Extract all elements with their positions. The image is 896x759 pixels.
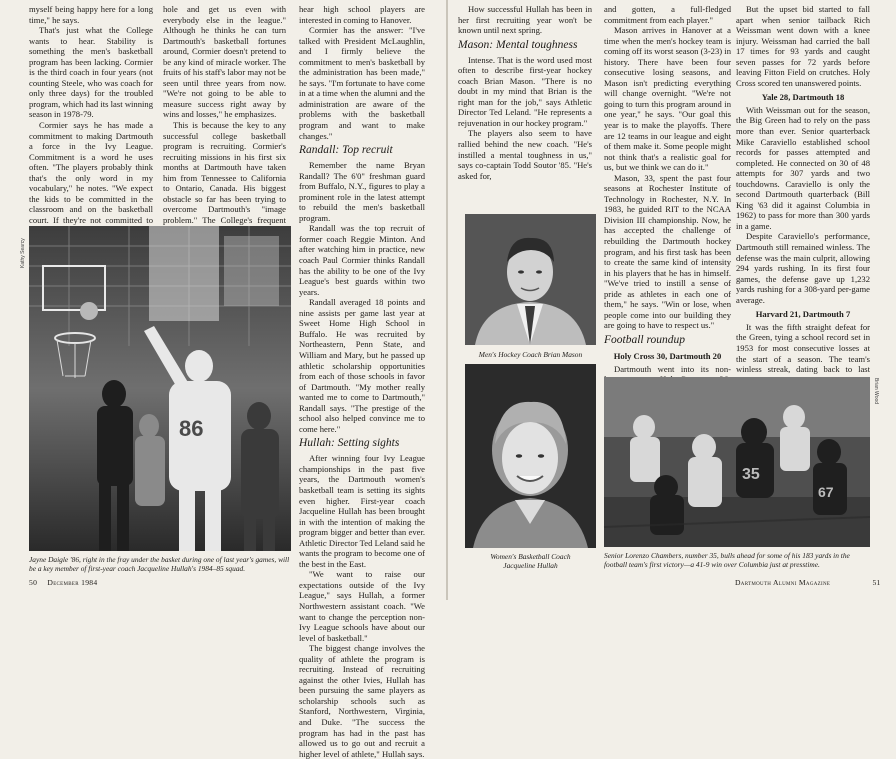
heading-football: Football roundup <box>604 333 686 346</box>
heading-mason: Mason: Mental toughness <box>458 38 578 51</box>
right-page-number: 51 <box>872 578 881 587</box>
football-photo-credit: Brian Wood <box>873 378 879 405</box>
left-col3: hear high school players are interested in coming to Hanover. Cormier has the answer: "I've talked with President McLaughlin, and I firmly believe the commitment to men's basketball by the administration has been made," he says. "I'm fortunate to have come in at a time when the alumni and the administration are aware of the problems with the basketball program and want to make changes." Randall: Top recruit Remember the name Bryan Randall? The 6'0" freshman guard from Buffalo, N.Y., figures to play a prominent role in the latest attempt to rebuild the men's basketball program. Randall was the top recruit of former coach Reggie Minton. And after watching him in practice, new coach Paul Cormier thinks Randall has the ability to be one of the Ivy League's best guards within two years. Randall averaged 18 points and nine assists per game last year at Sweet Home High School in Buffalo. He was recruited by Northeastern, Penn State, and William and Mary, but he passed up athletic scholarship opportunities from each of those schools in favor of Dartmouth. "My mother really wanted me to come to Dartmouth," Randall says. "The prestige of the school also helped convince me to come here." Hullah: Setting sights After winning four Ivy League championships in the past five years, the Dartmouth women's basketball team is setting its sights even higher. First-year coach Jacqueline Hullah has been brought in with the intention of making the program bigger and better than ever. Athletic Director Ted Leland said he wants the program to become one of the best in the East. "We want to raise our expectations outside of the Ivy League," says Hullah, a former Northwestern assistant coach. "We want to change the perception non-Ivy League schools have about our level of basketball." The biggest change involves the quality of athlete the program is recruiting. Instead of recruiting against the other Ivies, Hullah has been pursuing the same players as scholarship schools such as Stanford, Northwestern, Virginia, and Duke. "The success the program has had in the past has allowed us to go out and recruit a higher level of athlete," Hullah says. <box>299 4 425 759</box>
mason-portrait-image <box>465 214 596 345</box>
right-col1-top: How successful Hullah has been in her first recruiting year won't be known until next spring. Mason: Mental toughness Intense. That is the word used most often to describe first-year hockey coach Brian Mason. "There is no doubt in my mind that Brian is the right man for the job," says Athletic Director Ted Leland. "He represents a rejuvenation in our hockey program." The players also seem to have rallied behind the new coach. "He's instilled a mental toughness in us," says co-captain Todd Soutor '85. "He's asked for, <box>458 4 592 181</box>
hullah-caption: Women's Basketball Coach Jacqueline Hullah <box>490 552 571 570</box>
magazine-title: Dartmouth Alumni Magazine <box>735 578 831 587</box>
svg-text:86: 86 <box>179 416 204 441</box>
score-yale: Yale 28, Dartmouth 18 <box>761 92 845 103</box>
heading-hullah: Hullah: Setting sights <box>299 437 400 450</box>
left-folio <box>29 578 106 587</box>
page-gutter <box>446 0 448 600</box>
right-col2: and gotten, a full-fledged commitment from each player." Mason arrives in Hanover at a time when the men's hockey team is coming off its worst season (3-23) in history. There have been four consecutive losing seasons, and Mason isn't predicting everything will change overnight. "We're not going to turn this program around in one year," he says. "Our goal this year is to make the playoffs. There are 12 teams in our league and eight of them make it. Some people might not think that's a realistic goal for us, but we think we can do it." Mason, 33, spent the past four seasons at Rochester Institute of Technology in Rochester, N.Y. In 1983, he guided RIT to the NCAA Division III championship. Now, he has accepted the challenge of rebuilding the Dartmouth hockey program, and his first task has been to create the same kind of intensity in his players that he has in himself. "We've tried to instill a sense of pride as athletes in each one of them," he says. "Win or lose, when people come into our building they are going to have to respect us." Football roundup Holy Cross 30, Dartmouth 20 Dartmouth went into its non- <box>604 4 731 374</box>
svg-text:35: 35 <box>742 466 760 483</box>
issue-date: December 1984 <box>47 578 98 587</box>
basketball-photo-image <box>29 226 291 551</box>
basketball-photo <box>29 226 291 551</box>
football-photo-image <box>604 377 870 547</box>
score-holycross: Holy Cross 30, Dartmouth 20 <box>613 350 722 361</box>
mason-portrait <box>465 214 596 345</box>
left-col1-top: myself being happy here for a long time," he says. That's just what the College wants to hear. Stability is something the men's basketball program has been lacking. Cormier is the third coach in four years (not counting Steele, who was coach for only three days) for the troubled program, which had its last winning season in 1978-79. Cormier says he has made a commitment to making Dartmouth a force in the Ivy League. Commitment is a word he uses often. "The players probably think that's the only word in my vocabulary," he notes. "We expect the kids to be committed in the classroom and on the basketball court. If they're not committed to <box>29 4 153 225</box>
football-photo <box>604 377 870 547</box>
right-col3: But the upset bid started to fall apart when senior tailback Rich Weissman went down with a knee injury. Weissman had carried the ball 17 times for 93 yards and caught seven passes for 72 yards before leaving Fitton Field on crutches. Holy Cross scored ten unanswered points. Yale 28, Dartmouth 18 With Weissman out for the season, the Big Green had to rely on the pass more than ever. Senior quarterback Mike Caraviello established school records for passes attempted and completed. He connected on 30 of 48 attempts for 307 yards and two touchdowns. Caraviello is only the second Dartmouth quarterback (Bill King '63 did it against Columbia in 1962) to pass for more than 300 yards in a game. Despite Caraviello's performance, Dartmouth still remained winless. The defense was the main culprit, allowing 294 yards rushing. In its first four games, the defense gave up 1,232 yards rushing for a 308-yard per-game average. Harvard 21, Dartmouth 7 It was the fifth straight defeat for the Green, tying a school record set in 1953 for most consecutive losses at the start of a season. The team's winless streak, dating back to last <box>736 4 870 375</box>
left-col2-top: hole and get us even with everybody else in the league." Although he thinks he can turn Dartmouth's basketball fortunes around, Cormier doesn't pretend to be any kind of miracle worker. The fruits of his staff's labor may not be seen until three years from now. "We're not going to be able to measure success right away by wins and losses," he emphasizes. This is because the key to any successful college basketball program is recruiting. Cormier's recruiting missions in his first six months at Dartmouth have taken him from Tennessee to California to Ontario, Canada. His biggest obstacle so far has been trying to overcome Dartmouth's "image problem." The College's frequent <box>163 4 286 225</box>
heading-randall: Randall: Top recruit <box>299 144 393 157</box>
mason-caption: Men's Hockey Coach Brian Mason <box>478 350 583 359</box>
hullah-portrait-image <box>465 364 596 548</box>
football-photo-caption: Senior Lorenzo Chambers, number 35, bulls ahead for some of his 183 yards in the football team's first victory—a 41-9 win over Columbia just at presstime. <box>604 551 850 569</box>
score-harvard: Harvard 21, Dartmouth 7 <box>755 309 851 320</box>
hullah-portrait <box>465 364 596 548</box>
left-page-number: 50 <box>29 578 38 587</box>
basketball-photo-credit: Kathy Searcy <box>20 238 26 268</box>
basketball-photo-caption: Jayne Daigle '86, right in the fray under the basket during one of last year's games, will be a key member of first-year coach Jacqueline Hullah's 1984–85 squad. <box>29 555 290 573</box>
right-folio <box>735 578 881 587</box>
svg-text:67: 67 <box>818 484 834 500</box>
